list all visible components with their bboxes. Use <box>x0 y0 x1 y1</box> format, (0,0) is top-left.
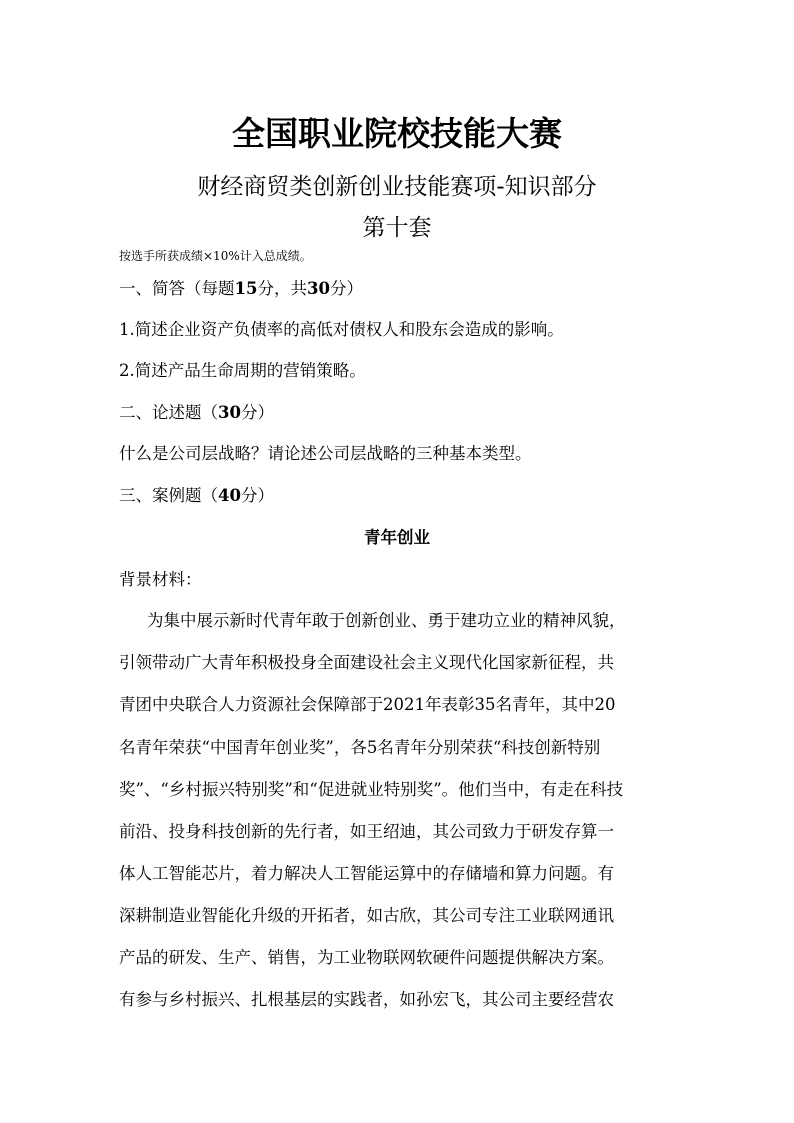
case-text-line: 奖”、“乡村振兴特别奖”和“促进就业特别奖”。他们当中，有走在科技 <box>119 780 624 799</box>
section-3-suffix: 分） <box>240 486 274 505</box>
section-1-heading <box>119 275 363 299</box>
document-title: 全国职业院校技能大赛 <box>232 114 562 153</box>
section-1-mid: 分，共 <box>257 279 307 298</box>
case-text-line: 有参与乡村振兴、扎根基层的实践者，如孙宏飞，其公司主要经营农 <box>119 990 614 1009</box>
case-text-line: 青团中央联合人力资源社会保障部于2021年表彰35名青年，其中20 <box>119 695 616 714</box>
section-1-suffix: 分） <box>329 279 363 298</box>
case-text-line: 前沿、投身科技创新的先行者，如王绍迪，其公司致力于研发存算一 <box>119 822 614 841</box>
section-1-points-each: 15 <box>234 279 258 298</box>
case-text-line: 深耕制造业智能化升级的开拓者，如古欣，其公司专注工业联网通讯 <box>119 906 614 925</box>
case-text-line: 名青年荣获“中国青年创业奖”，各5名青年分别荣获“科技创新特别 <box>119 738 601 757</box>
case-text-line: 引领带动广大青年积极投身全面建设社会主义现代化国家新征程，共 <box>119 653 614 672</box>
section-3-heading <box>119 482 274 506</box>
case-title: 青年创业 <box>364 528 430 547</box>
section-3-prefix: 三、案例题（ <box>119 486 218 505</box>
case-text-line: 体人工智能芯片，着力解决人工智能运算中的存储墙和算力问题。有 <box>119 864 614 883</box>
section-1-prefix: 一、简答（每题 <box>119 279 235 298</box>
section-2-suffix: 分） <box>240 403 274 422</box>
question-2: 2.简述产品生命周期的营销策略。 <box>119 361 366 380</box>
background-label: 背景材料： <box>119 570 202 589</box>
set-label: 第十套 <box>362 215 432 241</box>
section-2-total: 30 <box>218 403 241 422</box>
scoring-note: 按选手所获成绩×10%计入总成绩。 <box>119 249 312 263</box>
case-text-line: 为集中展示新时代青年敢于创新创业、勇于建功立业的精神风貌， <box>147 611 626 630</box>
document-subtitle: 财经商贸类创新创业技能赛项-知识部分 <box>197 174 597 200</box>
section-3-total: 40 <box>218 486 241 505</box>
case-text-line: 产品的研发、生产、销售，为工业物联网软硬件问题提供解决方案。 <box>119 948 614 967</box>
section-2-heading <box>119 399 274 423</box>
question-3: 什么是公司层战略？请论述公司层战略的三种基本类型。 <box>119 444 532 463</box>
question-1: 1.简述企业资产负债率的高低对债权人和股东会造成的影响。 <box>119 320 564 339</box>
section-2-prefix: 二、论述题（ <box>119 403 218 422</box>
section-1-total: 30 <box>306 279 330 298</box>
